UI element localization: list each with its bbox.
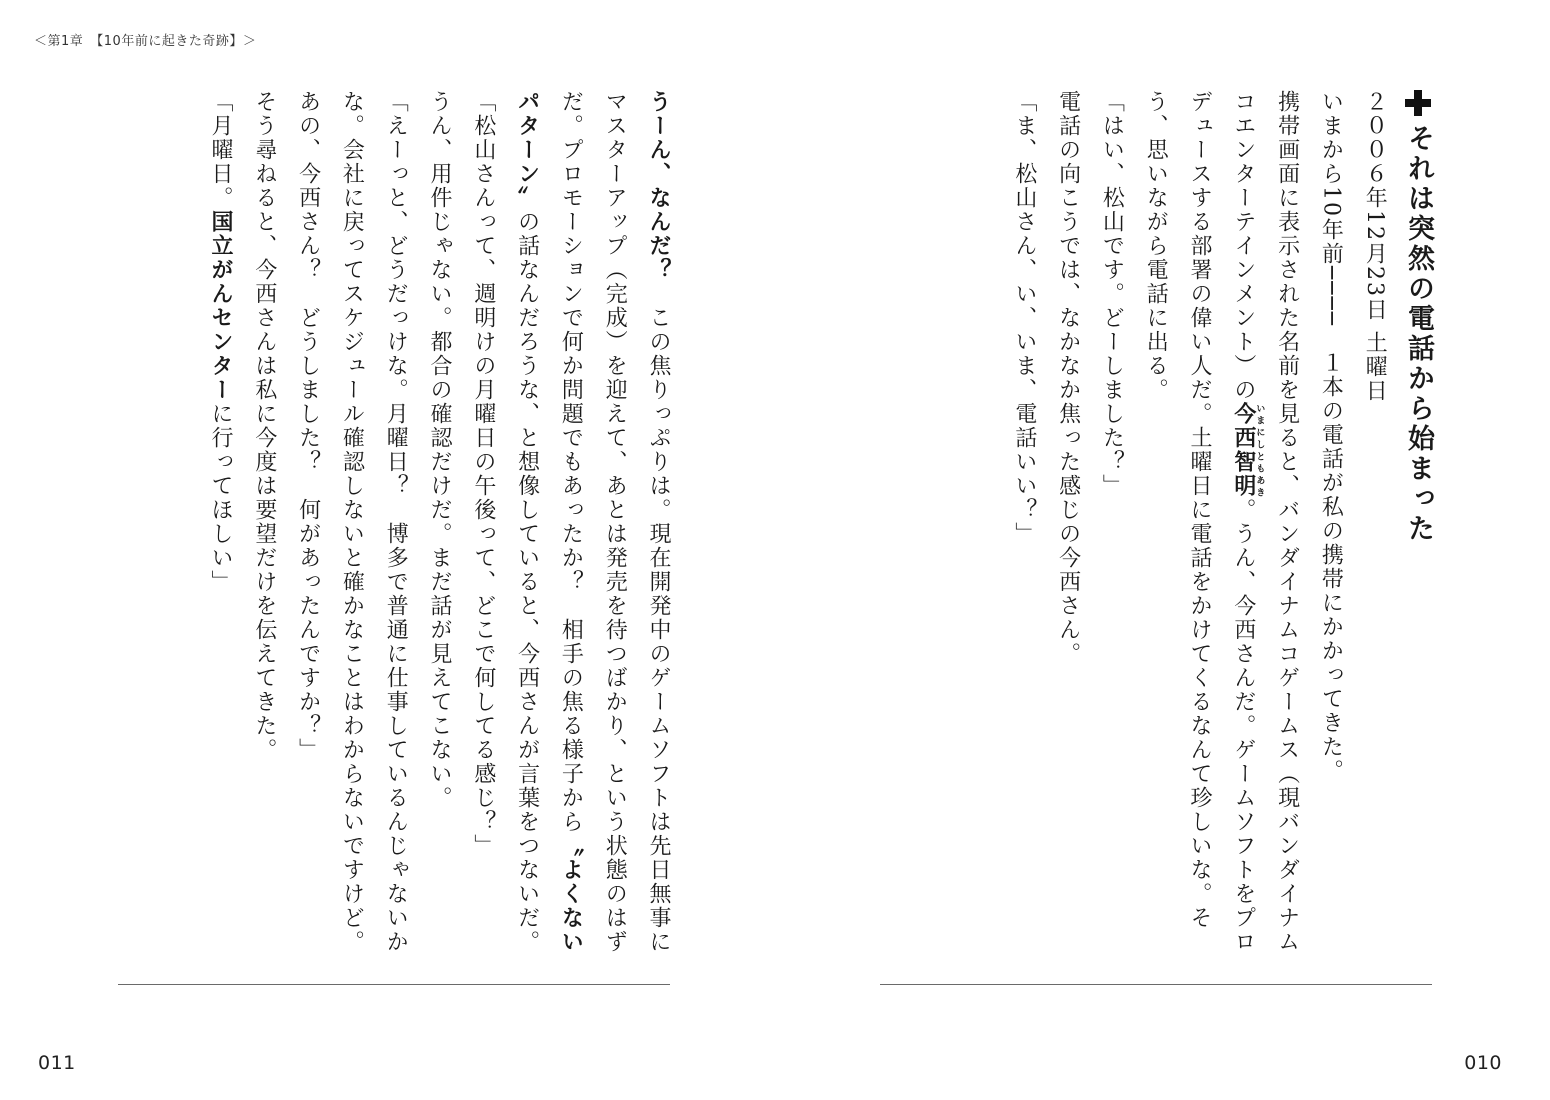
paragraph: そう尋ねると、今西さんは私に今度は要望だけを伝えてきた。 — [251, 90, 277, 762]
chapter-header: ＜第1章 【10年前に起きた奇跡】＞ — [34, 34, 257, 49]
page-number-left: 011 — [38, 1052, 76, 1074]
dialogue: 「月曜日。国立がんセンターに行ってほしい」 — [208, 90, 234, 594]
date-line: ２００６年12月23日 土曜日 — [1362, 90, 1388, 403]
footer-rule-left — [118, 984, 670, 985]
person-name: 今西智明いまにしともあき — [1230, 402, 1265, 498]
dialogue: 「ま、松山さん、い、いま、電話いい？」 — [1011, 90, 1037, 546]
paragraph: うーん、なんだ？ この焦りっぷりは。現在開発中のゲームソフトは先日無事にマスターアップ（完成）を迎えて、あとは発売を待つばかり、という状態のはずだ。プロモーションで何か問題でもあったか？ 相手の焦る様子から〝よくないパターン〟の話なんだろうな、と想像していると、今西さんが言葉をつないだ。 — [514, 90, 671, 954]
section-title: それは突然の電話から始まった — [1396, 90, 1440, 970]
left-page — [110, 90, 680, 970]
dialogue: 「松山さんって、週明けの月曜日の午後って、どこで何してる感じ？」 — [470, 90, 496, 858]
dialogue: 「えーっと、どうだっけな。月曜日？ 博多で普通に仕事しているんじゃないかな。会社に戻ってスケジュール確認しないと確かなことはわからないですけど。あの、今西さん？ どうしました？ 何があったんですか？」 — [295, 90, 409, 954]
cross-icon — [1405, 90, 1431, 116]
footer-rule-right — [880, 984, 1432, 985]
right-page-text — [1002, 90, 1440, 970]
right-page — [880, 90, 1440, 970]
paragraph: 電話の向こうでは、なかなか焦った感じの今西さん。 — [1055, 90, 1081, 666]
left-page-text — [198, 90, 680, 970]
page-number-right: 010 — [1464, 1052, 1502, 1074]
paragraph: 携帯画面に表示された名前を見ると、バンダイナムコゲームス（現バンダイナムコエンターテインメント）の今西智明いまにしともあき。うん、今西さんだ。ゲームソフトをプロデュースする部署の偉い人だ。土曜日に電話をかけてくるなんて珍しいな。そう、思いながら電話に出る。 — [1143, 90, 1300, 954]
dialogue: 「はい、松山です。どーしました？」 — [1099, 90, 1125, 498]
paragraph: いまから10年前──── １本の電話が私の携帯にかかってきた。 — [1318, 90, 1344, 783]
paragraph: うん、用件じゃない。都合の確認だけだ。まだ話が見えてこない。 — [427, 90, 453, 810]
